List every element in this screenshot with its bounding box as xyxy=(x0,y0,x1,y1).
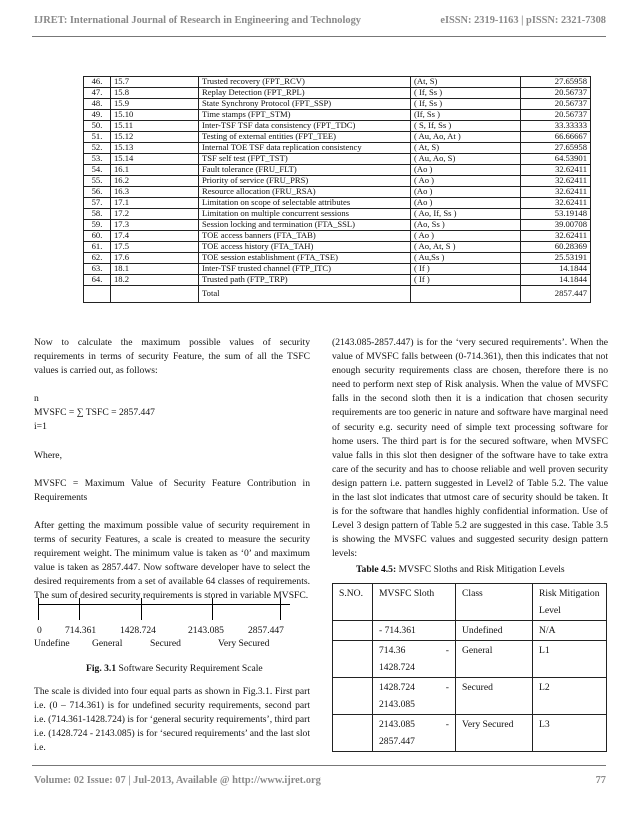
row-number-cell: 52. xyxy=(84,143,111,154)
attribute-cell: ( If ) xyxy=(411,275,521,286)
table-caption-label: Table 4.5: xyxy=(356,564,397,575)
feature-name-cell: Trusted path (FTP_TRP) xyxy=(199,275,411,286)
scale-value: 1428.724 xyxy=(120,625,156,636)
row-number-cell: 48. xyxy=(84,99,111,110)
feature-name-cell: TOE access banners (FTA_TAB) xyxy=(199,231,411,242)
issn-text: eISSN: 2319-1163 | pISSN: 2321-7308 xyxy=(440,15,606,26)
tsfc-value-cell: 32.62411 xyxy=(521,176,591,187)
definition: MVSFC = Maximum Value of Security Feature Contribution in Requirements xyxy=(34,477,310,503)
scale-value: 714.361 xyxy=(65,625,97,636)
level-cell: L1 xyxy=(533,641,607,678)
attribute-cell: ( If ) xyxy=(411,264,521,275)
section-cell: 18.1 xyxy=(111,264,199,275)
total-label: Total xyxy=(199,286,411,303)
page-header xyxy=(34,15,606,26)
sloth-cell xyxy=(373,678,456,715)
feature-name-cell: Limitation on multiple concurrent sessions xyxy=(199,209,411,220)
risk-mitigation-table xyxy=(332,583,607,752)
row-number-cell: 58. xyxy=(84,209,111,220)
section-cell: 15.10 xyxy=(111,110,199,121)
attribute-cell: ( Au, Ao, At ) xyxy=(411,132,521,143)
attribute-cell: ( Ao ) xyxy=(411,176,521,187)
paragraph: Now to calculate the maximum possible values of security requirements in terms of security Feature, the sum of all the TSFC values is carried out, as follows: xyxy=(34,337,310,377)
tsfc-value-cell: 27.65958 xyxy=(521,77,591,88)
security-feature-table xyxy=(83,76,591,303)
attribute-cell: (Ao ) xyxy=(411,187,521,198)
scale-tick xyxy=(79,598,80,620)
section-cell: 15.13 xyxy=(111,143,199,154)
scale-class: Very Secured xyxy=(218,638,270,649)
sloth-end: 714.361 xyxy=(384,625,416,636)
sloth-start: 714.36 xyxy=(379,645,406,656)
sloth-end: 2857.447 xyxy=(379,736,415,747)
formula-upper-limit: n xyxy=(34,393,39,405)
row-number-cell: 47. xyxy=(84,88,111,99)
table-row xyxy=(84,132,591,143)
table-caption xyxy=(356,564,565,575)
attribute-cell: (If, Ss ) xyxy=(411,110,521,121)
table-row xyxy=(84,110,591,121)
tsfc-value-cell: 32.62411 xyxy=(521,187,591,198)
table-row xyxy=(84,231,591,242)
total-value: 2857.447 xyxy=(521,286,591,303)
scale-class: Undefine xyxy=(34,638,70,649)
header-rule xyxy=(32,36,606,37)
row-number-cell: 64. xyxy=(84,275,111,286)
tsfc-value-cell: 20.56737 xyxy=(521,99,591,110)
class-cell: General xyxy=(456,641,533,678)
tsfc-value-cell: 27.65958 xyxy=(521,143,591,154)
figure-caption-label: Fig. 3.1 xyxy=(86,663,117,674)
row-number-cell: 57. xyxy=(84,198,111,209)
sloth-cell xyxy=(373,641,456,678)
row-number-cell: 50. xyxy=(84,121,111,132)
feature-name-cell: Testing of external entities (FPT_TEE) xyxy=(199,132,411,143)
scale-class: General xyxy=(92,638,123,649)
attribute-cell: ( S, If, Ss ) xyxy=(411,121,521,132)
section-cell: 17.4 xyxy=(111,231,199,242)
class-cell: Very Secured xyxy=(456,715,533,752)
scale-axis xyxy=(38,604,290,605)
feature-name-cell: Replay Detection (FPT_RPL) xyxy=(199,88,411,99)
table-row xyxy=(84,88,591,99)
where-text: Where, xyxy=(34,449,62,461)
paragraph: The scale is divided into four equal parts as shown in Fig.3.1. First part i.e. (0 – 714.361) is for undefined security requirements, second part i.e. (714.361-1428.724) is for ‘general security requirements’, third part i.e. (1428.724 - 2143.085) is for ‘secured requirements’ and the last slot i.e. xyxy=(34,686,310,754)
formula-lower-limit: i=1 xyxy=(34,421,47,433)
section-cell: 15.9 xyxy=(111,99,199,110)
table-row xyxy=(333,678,607,715)
attribute-cell: ( Ao, At, S ) xyxy=(411,242,521,253)
scale-tick xyxy=(38,598,39,620)
sloth-start: 2143.085 xyxy=(379,719,415,730)
table-row xyxy=(84,198,591,209)
feature-name-cell: Session locking and termination (FTA_SSL) xyxy=(199,220,411,231)
tsfc-value-cell: 64.53901 xyxy=(521,154,591,165)
table-row xyxy=(333,715,607,752)
tsfc-value-cell: 20.56737 xyxy=(521,88,591,99)
section-cell: 15.8 xyxy=(111,88,199,99)
scale-tick xyxy=(280,598,281,620)
attribute-cell: ( At, S) xyxy=(411,143,521,154)
table-row xyxy=(84,77,591,88)
sloth-dash: - xyxy=(445,719,449,730)
feature-name-cell: TOE access history (FTA_TAH) xyxy=(199,242,411,253)
tsfc-value-cell: 14.1844 xyxy=(521,264,591,275)
attribute-cell: ( If, Ss ) xyxy=(411,88,521,99)
table-row xyxy=(84,99,591,110)
attribute-cell: (At, S) xyxy=(411,77,521,88)
page-footer xyxy=(34,775,606,786)
class-cell: Undefined xyxy=(456,621,533,641)
section-cell: 17.2 xyxy=(111,209,199,220)
tsfc-value-cell: 14.1844 xyxy=(521,275,591,286)
attribute-cell: ( Au, Ao, S) xyxy=(411,154,521,165)
journal-title: IJRET: International Journal of Research in Engineering and Technology xyxy=(34,15,361,26)
section-cell: 17.1 xyxy=(111,198,199,209)
feature-name-cell: Fault tolerance (FRU_FLT) xyxy=(199,165,411,176)
attribute-cell: ( If, Ss ) xyxy=(411,99,521,110)
level-cell: L3 xyxy=(533,715,607,752)
table-header-row xyxy=(333,584,607,621)
footer-rule xyxy=(32,765,606,766)
sloth-dash: - xyxy=(445,682,449,693)
row-number-cell: 59. xyxy=(84,220,111,231)
table-row xyxy=(333,641,607,678)
attribute-cell: ( Au,Ss ) xyxy=(411,253,521,264)
right-column xyxy=(332,336,608,562)
scale-class: Secured xyxy=(150,638,181,649)
tsfc-value-cell: 33.33333 xyxy=(521,121,591,132)
scale-tick xyxy=(212,598,213,620)
section-cell: 15.11 xyxy=(111,121,199,132)
section-cell: 15.14 xyxy=(111,154,199,165)
sloth-dash: - xyxy=(379,625,383,636)
section-cell: 17.6 xyxy=(111,253,199,264)
section-cell: 17.3 xyxy=(111,220,199,231)
tsfc-value-cell: 39.00708 xyxy=(521,220,591,231)
footer-volume: Volume: 02 Issue: 07 | Jul-2013, Available @ http://www.ijret.org xyxy=(34,775,321,786)
table-header-cell: Class xyxy=(456,584,533,621)
section-cell: 15.12 xyxy=(111,132,199,143)
section-cell: 18.2 xyxy=(111,275,199,286)
scale-value: 2857.447 xyxy=(248,625,284,636)
attribute-cell: (Ao ) xyxy=(411,165,521,176)
table-caption-text: MVSFC Sloths and Risk Mitigation Levels xyxy=(398,564,565,575)
section-cell: 17.5 xyxy=(111,242,199,253)
figure-caption xyxy=(86,663,263,674)
scale-tick xyxy=(141,598,142,620)
feature-name-cell: Priority of service (FRU_PRS) xyxy=(199,176,411,187)
row-number-cell: 56. xyxy=(84,187,111,198)
tsfc-value-cell: 53.19148 xyxy=(521,209,591,220)
table-row xyxy=(84,220,591,231)
table-header-cell: Risk Mitigation Level xyxy=(533,584,607,621)
sloth-dash: - xyxy=(445,645,449,656)
tsfc-value-cell: 20.56737 xyxy=(521,110,591,121)
section-cell: 15.7 xyxy=(111,77,199,88)
attribute-cell: (Ao ) xyxy=(411,198,521,209)
table-header-cell: S.NO. xyxy=(333,584,373,621)
level-cell: L2 xyxy=(533,678,607,715)
row-number-cell: 53. xyxy=(84,154,111,165)
table-row xyxy=(84,264,591,275)
scale-value: 0 xyxy=(37,625,42,636)
feature-name-cell: Internal TOE TSF data replication consistency xyxy=(199,143,411,154)
level-cell: N/A xyxy=(533,621,607,641)
feature-name-cell: Resource allocation (FRU_RSA) xyxy=(199,187,411,198)
table-row xyxy=(84,275,591,286)
feature-name-cell: Trusted recovery (FPT_RCV) xyxy=(199,77,411,88)
scale-value: 2143.085 xyxy=(188,625,224,636)
sloth-end: 2143.085 xyxy=(379,699,415,710)
tsfc-value-cell: 32.62411 xyxy=(521,198,591,209)
table-row xyxy=(84,187,591,198)
figure-caption-text: Software Security Requirement Scale xyxy=(118,663,263,674)
table-header-cell: MVSFC Sloth xyxy=(373,584,456,621)
feature-table-body xyxy=(84,77,591,286)
table-row xyxy=(84,143,591,154)
left-column-continued xyxy=(34,685,310,755)
formula: MVSFC = ∑ TSFC = 2857.447 xyxy=(34,407,155,419)
section-cell: 16.2 xyxy=(111,176,199,187)
feature-name-cell: TSF self test (FPT_TST) xyxy=(199,154,411,165)
table-row xyxy=(84,242,591,253)
attribute-cell: (Ao, Ss ) xyxy=(411,220,521,231)
tsfc-value-cell: 32.62411 xyxy=(521,165,591,176)
feature-name-cell: Limitation on scope of selectable attributes xyxy=(199,198,411,209)
row-number-cell: 54. xyxy=(84,165,111,176)
attribute-cell: ( Ao, If, Ss ) xyxy=(411,209,521,220)
feature-name-cell: Time stamps (FPT_STM) xyxy=(199,110,411,121)
section-cell: 16.3 xyxy=(111,187,199,198)
total-row xyxy=(84,286,591,303)
table-row xyxy=(84,176,591,187)
security-scale-figure xyxy=(34,598,304,658)
table-row xyxy=(84,121,591,132)
tsfc-value-cell: 66.66667 xyxy=(521,132,591,143)
row-number-cell: 55. xyxy=(84,176,111,187)
table-row xyxy=(84,253,591,264)
feature-name-cell: Inter-TSF TSF data consistency (FPT_TDC) xyxy=(199,121,411,132)
sloth-cell xyxy=(373,621,456,641)
sloth-end: 1428.724 xyxy=(379,662,415,673)
row-number-cell: 51. xyxy=(84,132,111,143)
row-number-cell: 63. xyxy=(84,264,111,275)
tsfc-value-cell: 32.62411 xyxy=(521,231,591,242)
sloth-start: 1428.724 xyxy=(379,682,415,693)
feature-name-cell: Inter-TSF trusted channel (FTP_ITC) xyxy=(199,264,411,275)
class-cell: Secured xyxy=(456,678,533,715)
paragraph: After getting the maximum possible value of security requirement in terms of security Features, a scale is created to measure the security requirement weight. The minimum value is taken as ‘0’ and maximum value is taken as 2857.447. Now software developer have to select the desired requirements from a set of available 64 classes of requirements. The sum of desired security requirements is stored in variable MVSFC. xyxy=(34,519,310,602)
row-number-cell: 49. xyxy=(84,110,111,121)
sloth-cell xyxy=(373,715,456,752)
row-number-cell: 61. xyxy=(84,242,111,253)
table-row xyxy=(333,621,607,641)
paragraph: (2143.085-2857.447) is for the ‘very secured requirements’. When the value of MVSFC falls between (0-714.361), then this indicates that not enough security requirements class are chosen, therefore there is no need to perform next step of Risk analysis. When the value of MVSFC falls in the second sloth then it is a indication that chosen security requirements are too generic in nature and software have marginal need of security e.g. security need of simple text processing software for home users. The third part is for the secured software, when MVSFC value falls in this slot then designer of the software have to take extra care of the security and has to choose reliable and well proven security design pattern i.e. pattern suggested in Level2 of Table 5.2. The value in the last slot indicates that utmost care of security should be taken. It is for the software that handles highly confidential information. Use of Level 3 design pattern of Table 5.2 are suggested in this case. Table 3.5 is showing the MVSFC values and suggested security design pattern levels: xyxy=(332,337,608,560)
section-cell: 16.1 xyxy=(111,165,199,176)
feature-name-cell: State Synchrony Protocol (FPT_SSP) xyxy=(199,99,411,110)
attribute-cell: ( Ao ) xyxy=(411,231,521,242)
row-number-cell: 60. xyxy=(84,231,111,242)
tsfc-value-cell: 25.53191 xyxy=(521,253,591,264)
table-row xyxy=(84,154,591,165)
page-number: 77 xyxy=(595,775,606,786)
row-number-cell: 46. xyxy=(84,77,111,88)
tsfc-value-cell: 60.28369 xyxy=(521,242,591,253)
left-column xyxy=(34,336,310,603)
table-row xyxy=(84,165,591,176)
feature-name-cell: TOE session establishment (FTA_TSE) xyxy=(199,253,411,264)
row-number-cell: 62. xyxy=(84,253,111,264)
table-row xyxy=(84,209,591,220)
